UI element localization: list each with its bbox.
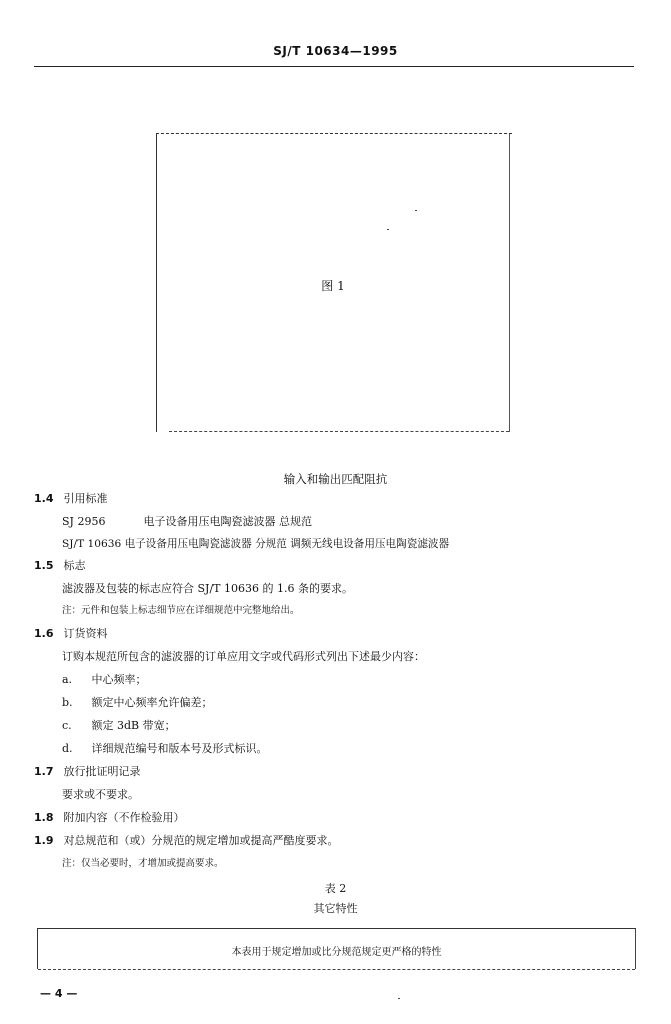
section-number: 1.6 — [34, 627, 54, 640]
table-title: 其它特性 — [313, 902, 358, 915]
section-1-7-body: 要求或不要求。 — [62, 788, 139, 801]
figure-frame-bottom-edge — [169, 431, 509, 432]
table-cell: 本表用于规定增加或比分规范规定更严格的特性 — [231, 947, 442, 958]
figure-1-frame — [156, 133, 510, 432]
header-rule — [34, 66, 634, 67]
section-title: 附加内容（不作检验用） — [63, 811, 185, 824]
item-letter: c. — [62, 719, 72, 732]
section-title: 订货资料 — [63, 627, 108, 640]
section-title: 标志 — [63, 559, 86, 572]
order-item — [62, 742, 268, 756]
section-1-4-heading — [34, 492, 108, 506]
header-standard-number: SJ/T 10634—1995 — [273, 44, 398, 58]
section-title: 引用标准 — [63, 492, 108, 505]
item-letter: a. — [62, 673, 73, 686]
reference-sjt10636: SJ/T 10636 电子设备用压电陶瓷滤波器 分规范 调频无线电设备用压电陶瓷滤波器 — [62, 538, 450, 550]
section-title: 对总规范和（或）分规范的规定增加或提高严酷度要求。 — [63, 834, 339, 847]
section-1-6-heading — [34, 627, 108, 641]
order-item — [62, 719, 176, 733]
table-number: 表 2 — [324, 882, 347, 895]
order-item — [62, 673, 147, 687]
section-number: 1.8 — [34, 811, 54, 824]
reference-sj2956 — [62, 515, 312, 529]
order-item — [62, 696, 213, 710]
section-number: 1.4 — [34, 492, 54, 505]
figure-frame-top-edge — [156, 133, 512, 134]
page-number: — 4 — — [40, 987, 78, 1000]
item-text: 额定 3dB 带宽； — [91, 719, 176, 732]
page-speck — [398, 998, 400, 999]
section-1-9-heading — [34, 834, 339, 848]
section-1-9-note: 注：仅当必要时，才增加或提高要求。 — [62, 858, 224, 869]
table-2 — [37, 928, 636, 969]
item-text: 中心频率； — [91, 673, 147, 686]
item-letter: b. — [62, 696, 73, 709]
figure-speck — [415, 210, 417, 211]
section-1-6-body: 订购本规范所包含的滤波器的订单应用文字或代码形式列出下述最少内容： — [62, 650, 425, 663]
figure-speck — [387, 229, 389, 230]
item-letter: d. — [62, 742, 73, 755]
section-1-5-note: 注：元件和包装上标志细节应在详细规范中完整地给出。 — [62, 605, 300, 616]
section-1-7-heading — [34, 765, 141, 779]
reference-title: 电子设备用压电陶瓷滤波器 总规范 — [143, 515, 312, 528]
section-number: 1.5 — [34, 559, 54, 572]
section-title: 放行批证明记录 — [63, 765, 141, 778]
item-text: 详细规范编号和版本号及形式标识。 — [91, 742, 268, 755]
section-number: 1.9 — [34, 834, 54, 847]
item-text: 额定中心频率允许偏差； — [91, 696, 213, 709]
figure-caption: 输入和输出匹配阻抗 — [283, 472, 388, 486]
section-1-8-heading — [34, 811, 185, 825]
table-bottom-edge — [38, 969, 635, 970]
reference-code: SJ 2956 — [62, 515, 106, 528]
figure-label: 图 1 — [321, 279, 345, 293]
section-number: 1.7 — [34, 765, 54, 778]
section-1-5-body: 滤波器及包装的标志应符合 SJ/T 10636 的 1.6 条的要求。 — [62, 582, 353, 595]
section-1-5-heading — [34, 559, 86, 573]
